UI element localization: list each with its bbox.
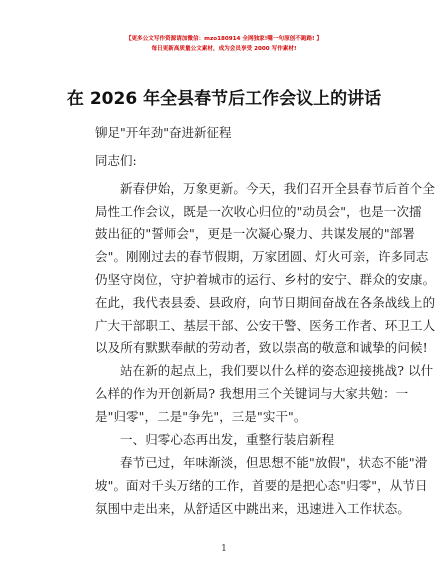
paragraph-line: 会"。刚刚过去的春节假期，万家团圆、灯火可亲，许多同志 [95,249,429,264]
document-title: 在 2026 年全县春节后工作会议上的讲话 [66,89,382,109]
page-number: 1 [221,544,227,554]
banner-line-1: 【更多公文写作资源请加微信：mzo180914 全网独家!嘴一句原创不跑路! 】 [125,36,323,42]
section-heading: 一、归零心态再出发，重整行装启新程 [120,432,335,447]
paragraph-line: 广大干部职工、基层干部、公安干警、医务工作者、环卫工人 [95,318,436,333]
paragraph-line: 局性工作会议，既是一次收心归位的"动员会"，也是一次擂 [95,204,422,219]
paragraph-line: 仍坚守岗位，守护着城市的运行、乡村的安宁、群众的安康。 [95,272,436,287]
paragraph-line: 春节已过，年味渐淡，但思想不能"放假"，状态不能"滑 [120,455,428,470]
salutation: 同志们: [95,153,137,168]
banner-line-2: 每日更新高质量公文素材，成为会员享受 2000 写作素材! [151,46,297,52]
paragraph-line: 鼓出征的"誓师会"，更是一次凝心聚力、共谋发展的"部署 [95,226,415,241]
document-subtitle: 铆足"开年劲"奋进新征程 [95,125,232,140]
paragraph-line: 坡"。面对千头万绪的工作，首要的是把心态"归零"，从节日 [95,478,428,493]
paragraph-line: 站在新的起点上，我们要以什么样的姿态迎接挑战? 以什 [120,363,434,378]
paragraph-line: 新春伊始，万象更新。今天，我们召开全县春节后首个全 [120,181,436,196]
paragraph-line: 么样的作为开创新局? 我想用三个关键词与大家共勉：一 [95,386,409,401]
paragraph-line: 以及所有默默奉献的劳动者，致以崇高的敬意和诚挚的问候! [95,340,428,355]
paragraph-line: 氛围中走出来，从舒适区中跳出来，迅速进入工作状态。 [95,501,411,516]
paragraph-line: 是"归零"，二是"争先"，三是"实干"。 [95,409,307,424]
paragraph-line: 在此，我代表县委、县政府，向节日期间奋战在各条战线上的 [95,295,436,310]
